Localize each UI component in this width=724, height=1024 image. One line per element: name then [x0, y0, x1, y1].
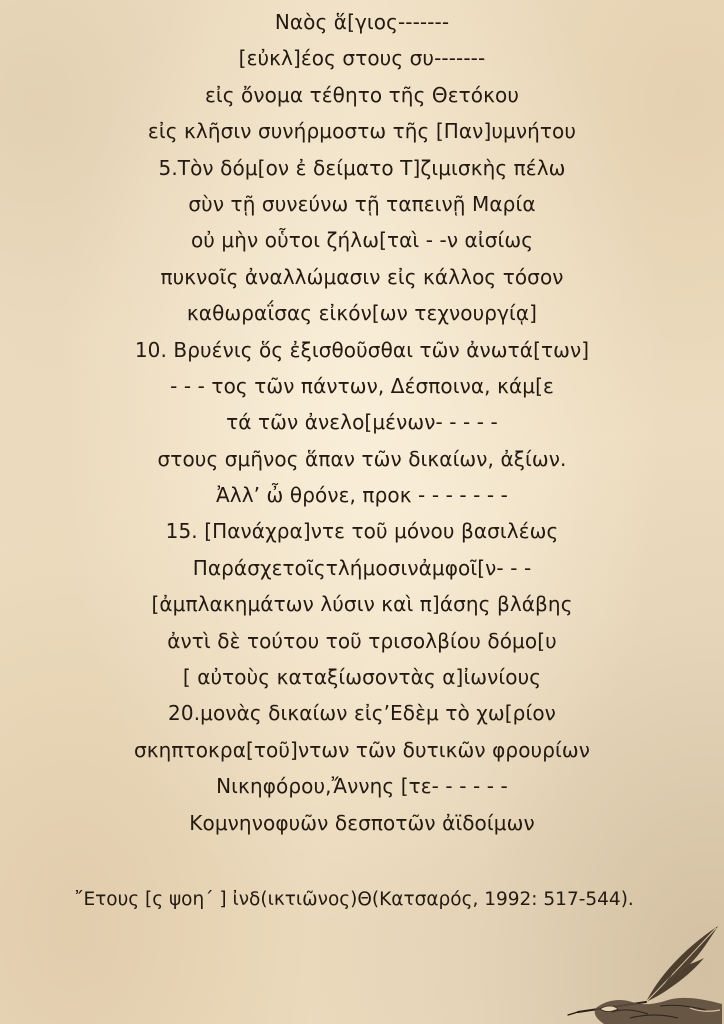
inscription-line-23: Κομνηνοφυῶν δεσποτῶν ἀϊδοίμων — [189, 810, 535, 835]
inscription-line-12: τά τῶν ἀνελο[μένων- - - - - — [226, 410, 498, 435]
inscription-line-15: 15. [Πανάχρα]ντε τοῦ μόνου βασιλέως — [165, 519, 559, 544]
inscription-line-20: 20.μονὰς δικαίων εἰς’Εδὲμ τὸ χω[ρίον — [168, 701, 556, 726]
inscription-line-4: εἰς κλῆσιν συνήρμοστω τῆς [Παν]υμνήτου — [147, 119, 577, 144]
inscription-line-16: Παράσχετοῖςτλήμοσινἀμφοῖ[ν- - - — [192, 555, 532, 580]
inscription-line-9: καθωραΐσας εἰκόν[ων τεχνουργίᾳ] — [186, 301, 538, 326]
inscription-line-10: 10. Βρυένις ὅς ἐξισθοῦσθαι τῶν ἀνωτά[των] — [134, 337, 590, 362]
inscription-text — [0, 4, 724, 841]
inscription-line-21: σκηπτοκρα[τοῦ]ντων τῶν δυτικῶν φρουρίων — [133, 737, 591, 762]
inscription-line-8: πυκνοῖς ἀναλλώμασιν εἰς κάλλος τόσον — [160, 264, 564, 289]
inscription-line-5: 5.Τὸν δόμ[ον ἐ δείματο Τ]ζιμισκὴς πέλω — [158, 155, 566, 180]
inscription-line-11: - - - τος τῶν πάντων, Δέσποινα, κάμ[ε — [170, 373, 554, 398]
inscription-line-7: οὐ μὴν οὗτοι ζήλω[ταὶ - -ν αἰσίως — [190, 228, 534, 253]
inscription-line-6: σὺν τῇ συνεύνω τῇ ταπεινῇ Μαρία — [188, 191, 536, 216]
inscription-line-13: στους σμῆνος ἅπαν τῶν δικαίων, ἀξίων. — [157, 446, 567, 471]
inscription-line-2: [εὐκλ]έος στους συ------- — [238, 46, 486, 71]
inscription-line-19: [ αὐτοὺς καταξίωσοντὰς α]ἰωνίους — [182, 665, 542, 690]
inscription-line-22: Νικηφόρου,Ἄννης [τε- - - - - - — [216, 774, 508, 799]
inscription-line-3: εἰς ὄνομα τέθητο τῆς Θετόκου — [204, 82, 520, 107]
quill-pen-hand-icon — [550, 908, 722, 1024]
inscription-line-18: ἀντὶ δὲ τούτου τοῦ τρισολβίου δόμο[υ — [167, 628, 557, 653]
inscription-line-14: Ἀλλ’ ὦ θρόνε, προκ - - - - - - - — [215, 483, 509, 508]
inscription-line-1: Ναὸς ἅ[γιος------- — [274, 10, 450, 34]
inscription-line-17: [ἀμπλακημάτων λύσιν καὶ π]άσης βλάβης — [151, 592, 573, 617]
citation: ῎Ετους [ς ψοη΄ ] ἰνδ(ικτιῶνος)Θ(Κατσαρός, 1992: 517-544). — [74, 889, 634, 910]
